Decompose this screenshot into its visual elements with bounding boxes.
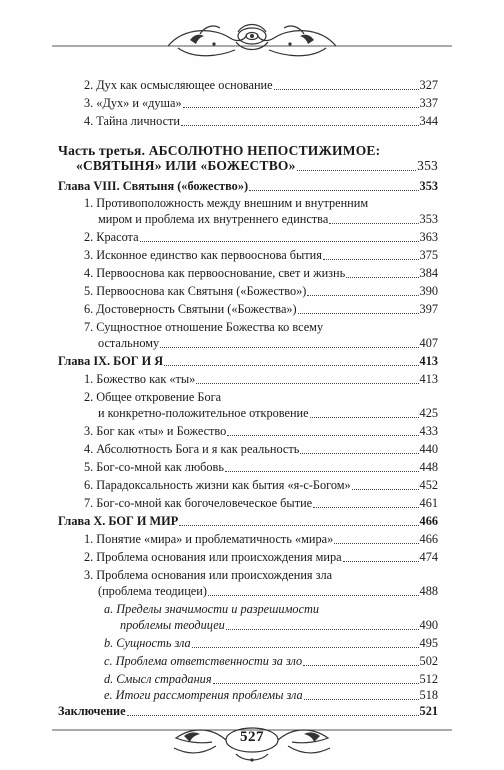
part-heading-line1[interactable]: Часть третья. АБСОЛЮТНО НЕПОСТИЖИМОЕ: [58,143,381,158]
entry-page: 337 [419,96,438,110]
leader-dots [303,664,418,666]
entry-title-line1[interactable]: a. Пределы значимости и разрешимости [104,602,320,616]
entry-page: 327 [419,78,438,92]
entry-title: Глава X. БОГ И МИР [58,514,179,528]
entry-title: 4. Первооснова как первооснование, свет и жизнь [84,266,346,280]
leader-dots [208,594,419,596]
entry-title: c. Проблема ответственности за зло [104,654,303,668]
chapter-heading[interactable] [58,513,438,529]
entry-title: 3. Исконное единство как первооснова бытия [84,248,322,262]
leader-dots [192,646,419,648]
entry-page: 461 [419,496,438,510]
toc-entry[interactable] [84,265,438,281]
leader-dots [323,258,419,260]
leader-dots [310,416,419,418]
leader-dots [329,222,418,224]
entry-page: 375 [419,248,438,262]
entry-title: проблемы теодицеи [120,618,225,632]
entry-title: d. Смысл страдания [104,672,212,686]
leader-dots [274,88,419,90]
leader-dots [313,506,418,508]
leader-dots [160,346,418,348]
leader-dots [196,382,418,384]
entry-title: «СВЯТЫНЯ» ИЛИ «БОЖЕСТВО» [76,158,296,173]
entry-page: 344 [419,114,438,128]
chapter-heading[interactable] [58,178,438,194]
entry-title: 4. Тайна личности [84,114,181,128]
entry-page: 490 [419,618,438,632]
entry-page: 502 [419,654,438,668]
leader-dots [334,542,418,544]
leader-dots [225,470,419,472]
entry-title: e. Итоги рассмотрения проблемы зла [104,688,303,702]
entry-page: 488 [419,584,438,598]
entry-title: 1. Божество как «ты» [84,372,196,386]
toc-entry[interactable] [98,583,438,599]
entry-page: 413 [419,372,438,386]
conclusion-entry[interactable] [58,703,438,719]
entry-page: 407 [419,336,438,350]
entry-page: 512 [419,672,438,686]
toc-entry[interactable] [84,423,438,439]
leader-dots [297,169,417,171]
leader-dots [249,189,418,191]
entry-page: 495 [419,636,438,650]
entry-page: 353 [419,212,438,226]
toc-subentry[interactable] [104,635,438,651]
entry-title-line1[interactable]: 1. Противоположность между внешним и внутренним [84,196,369,210]
entry-page: 397 [419,302,438,316]
entry-page: 425 [419,406,438,420]
leader-dots [304,698,419,700]
entry-title-line1[interactable]: 3. Проблема основания или происхождения зла [84,568,333,582]
toc-entry[interactable] [84,113,438,129]
toc-entry[interactable] [84,441,438,457]
leader-dots [127,714,419,716]
leader-dots [300,452,418,454]
entry-title: 6. Достоверность Святыни («Божества») [84,302,297,316]
toc-entry[interactable] [84,77,438,93]
entry-title: миром и проблема их внутреннего единства [98,212,329,226]
entry-page: 363 [419,230,438,244]
toc-entry[interactable] [84,459,438,475]
entry-title-line1[interactable]: 2. Общее откровение Бога [84,390,222,404]
entry-title: остальному [98,336,160,350]
leader-dots [227,434,418,436]
toc-subentry[interactable] [104,671,438,687]
leader-dots [307,294,418,296]
entry-title: 2. Красота [84,230,139,244]
entry-title-line1[interactable]: 7. Сущностное отношение Божества ко всему [84,320,324,334]
leader-dots [213,682,419,684]
entry-page: 353 [417,158,438,173]
toc-entry[interactable] [84,371,438,387]
leader-dots [181,124,419,126]
entry-page: 466 [419,514,438,528]
leader-dots [140,240,419,242]
entry-page: 433 [419,424,438,438]
entry-title: 2. Дух как осмысляющее основание [84,78,273,92]
leader-dots [298,312,419,314]
entry-page: 413 [419,354,438,368]
entry-title: Глава IX. БОГ И Я [58,354,164,368]
page-number: 527 [240,729,264,745]
leader-dots [352,488,419,490]
entry-title: 4. Абсолютность Бога и я как реальность [84,442,300,456]
entry-page: 466 [419,532,438,546]
entry-title: 6. Парадоксальность жизни как бытия «я-с-Богом» [84,478,351,492]
entry-page: 452 [419,478,438,492]
entry-title: Глава VIII. Святыня («божество») [58,179,249,193]
entry-title: 5. Бог-со-мной как любовь [84,460,224,474]
leader-dots [343,560,419,562]
entry-title: 2. Проблема основания или происхождения мира [84,550,342,564]
leader-dots [346,276,418,278]
toc-entry[interactable] [84,301,438,317]
toc-entry[interactable] [84,95,438,111]
entry-title: 5. Первооснова как Святыня («Божество») [84,284,307,298]
toc-subentry[interactable] [120,617,438,633]
toc-entry[interactable] [84,247,438,263]
toc-entry[interactable] [84,549,438,565]
entry-title: 3. «Дух» и «душа» [84,96,182,110]
toc-entry[interactable] [84,495,438,511]
entry-title: b. Сущность зла [104,636,191,650]
leader-dots [164,364,418,366]
entry-title: Заключение [58,704,126,718]
toc-entry[interactable] [98,211,438,227]
entry-page: 448 [419,460,438,474]
part-heading-line2[interactable] [76,158,438,174]
toc-subentry[interactable] [104,653,438,669]
toc-entry[interactable] [84,477,438,493]
leader-dots [179,524,418,526]
entry-title: и конкретно-положительное откровение [98,406,309,420]
entry-title: 1. Понятие «мира» и проблематичность «мира» [84,532,334,546]
toc-entry[interactable] [84,531,438,547]
entry-page: 440 [419,442,438,456]
toc-entry[interactable] [84,283,438,299]
toc-entry[interactable] [98,405,438,421]
leader-dots [183,106,419,108]
entry-title: 7. Бог-со-мной как богочеловеческое бытие [84,496,313,510]
entry-page: 518 [419,688,438,702]
entry-page: 384 [419,266,438,280]
chapter-heading[interactable] [58,353,438,369]
entry-title: (проблема теодицеи) [98,584,207,598]
toc-entry[interactable] [98,335,438,351]
entry-page: 474 [419,550,438,564]
toc-entry[interactable] [84,229,438,245]
entry-page: 390 [419,284,438,298]
leader-dots [226,628,419,630]
toc-subentry[interactable] [104,687,438,703]
entry-title: 3. Бог как «ты» и Божество [84,424,227,438]
entry-page: 353 [419,179,438,193]
entry-page: 521 [419,704,438,718]
